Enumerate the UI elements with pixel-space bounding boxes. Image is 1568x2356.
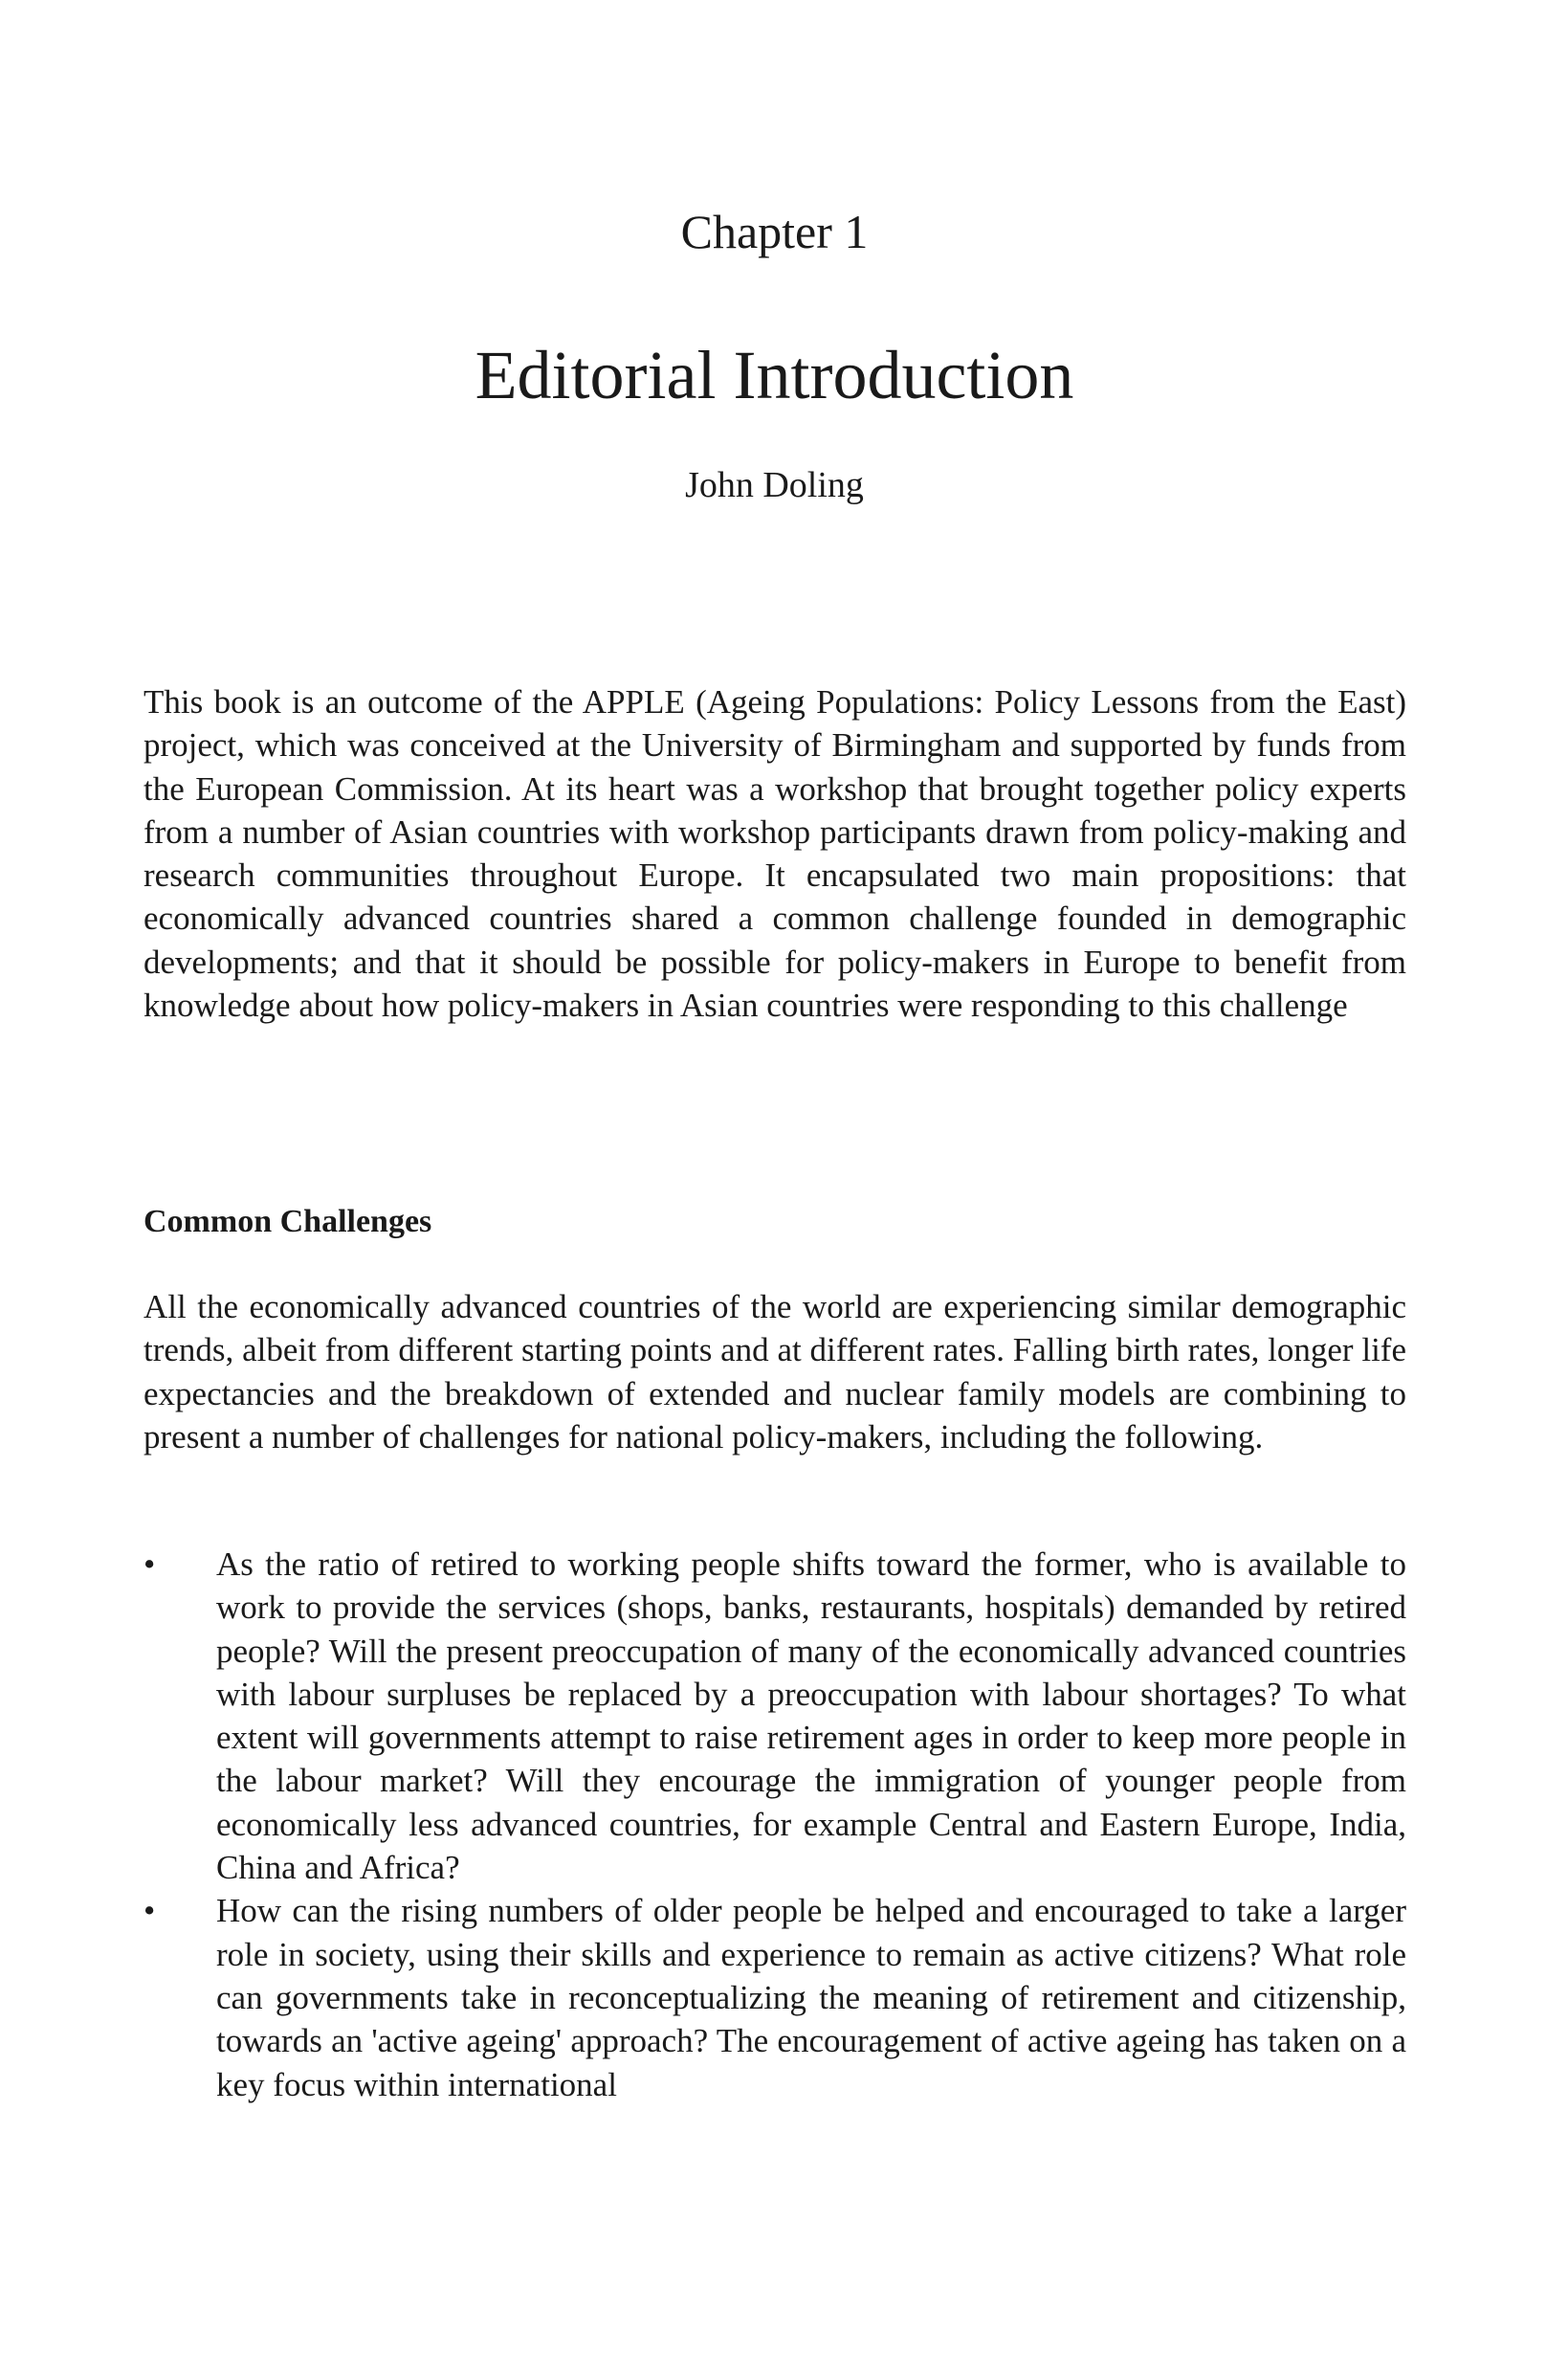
chapter-label: Chapter 1: [680, 205, 869, 258]
bullet-marker: •: [144, 1892, 156, 1930]
bullet-text: How can the rising numbers of older people be helped and encouraged to take a larger role in society, using their skills and experience to remain as active citizens? What role can governments take in reconceptualizing the meaning of retirement and citizenship, towards an 'active ageing' approach? The encouragement of active ageing has taken on a key focus within international: [216, 1892, 1406, 2103]
bullet-marker: •: [144, 1545, 156, 1583]
author-name: John Doling: [685, 465, 864, 505]
section-paragraph: All the economically advanced countries of the world are experiencing similar demographic trends, albeit from different starting points and at different rates. Falling birth rates, longer life expectancies and the breakdown of extended and nuclear family models are combining to present a number of challenges for national policy-makers, including the following.: [144, 1288, 1406, 1456]
bullet-item: [144, 1543, 1406, 1889]
section-heading: Common Challenges: [144, 1204, 432, 1239]
intro-paragraph: This book is an outcome of the APPLE (Ageing Populations: Policy Lessons from the East) project, which was conceived at the University of Birmingham and supported by funds from the European Commission. At its heart was a workshop that brought together policy experts from a number of Asian countries with workshop participants drawn from policy-making and research communities throughout Europe. It encapsulated two main propositions: that economically advanced countries shared a common challenge founded in demographic developments; and that it should be possible for policy-makers in Europe to benefit from knowledge about how policy-makers in Asian countries were responding to this challenge: [144, 683, 1406, 1025]
bullet-text: As the ratio of retired to working people shifts toward the former, who is available to work to provide the services (shops, banks, restaurants, hospitals) demanded by retired people? Will the present preoccupation of many of the economically advanced countries with labour surpluses be replaced by a preoccupation with labour shortages? To what extent will governments attempt to raise retirement ages in order to keep more people in the labour market? Will they encourage the immigration of younger people from economically less advanced countries, for example Central and Eastern Europe, India, China and Africa?: [216, 1545, 1406, 1887]
chapter-title: Editorial Introduction: [475, 337, 1074, 413]
bullet-item: [144, 1889, 1406, 2105]
bullet-list: [144, 1543, 1406, 2106]
